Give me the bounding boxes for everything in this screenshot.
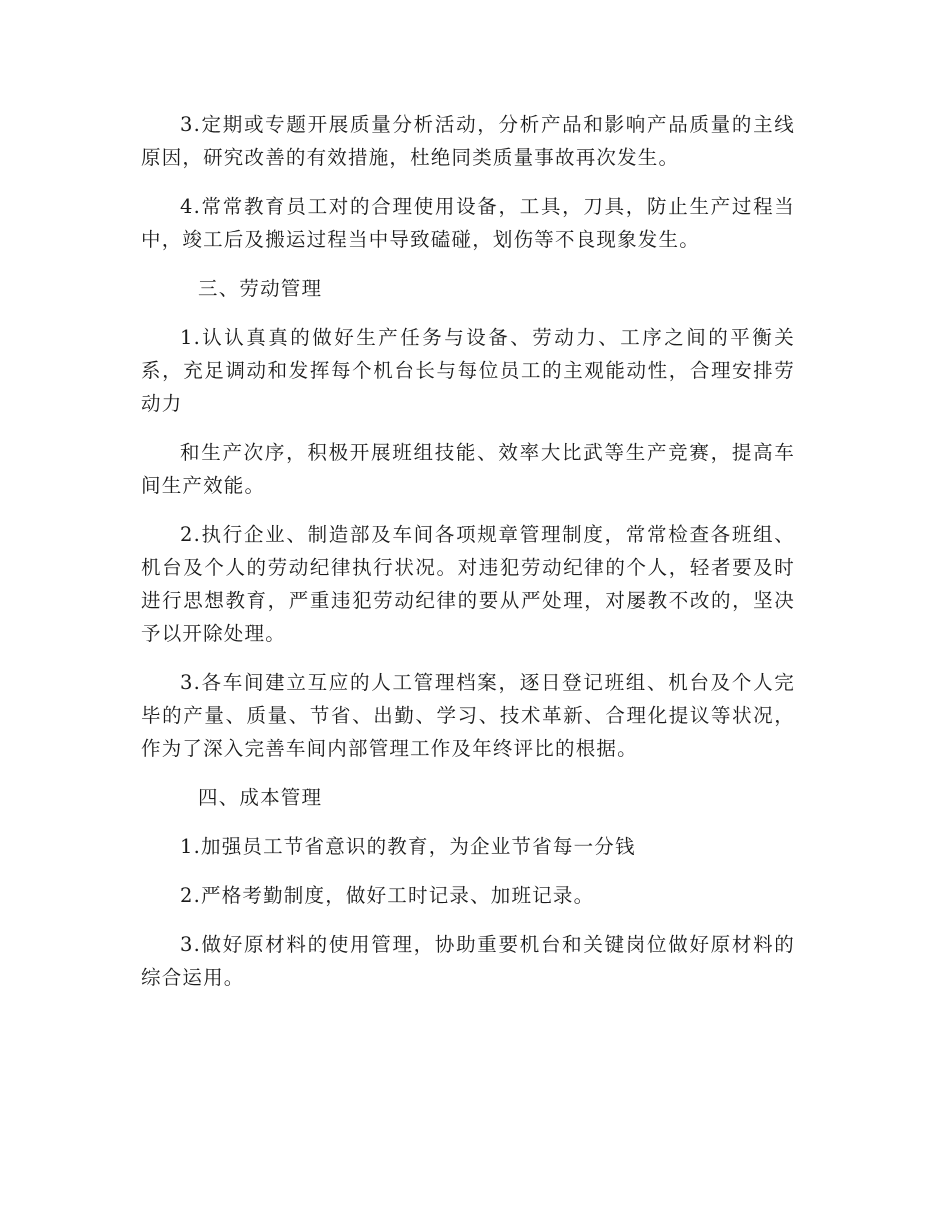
document-body (141, 108, 795, 1010)
paragraph-cost-3: 3.做好原材料的使用管理，协助重要机台和关键岗位做好原材料的综合运用。 (141, 933, 795, 989)
paragraph-quality-4: 4.常常教育员工对的合理使用设备，工具，刀具，防止生产过程当中，竣工后及搬运过程当中导致磕碰，划伤等不良现象发生。 (141, 195, 795, 251)
paragraph-cost-1: 1.加强员工节省意识的教育，为企业节省每一分钱 (180, 835, 636, 858)
paragraph-quality-3: 3.定期或专题开展质量分析活动，分析产品和影响产品质量的主线原因，研究改善的有效措施，杜绝同类质量事故再次发生。 (141, 113, 795, 169)
paragraph-cost-2: 2.严格考勤制度，做好工时记录、加班记录。 (180, 884, 595, 907)
paragraph-labor-1: 1.认认真真的做好生产任务与设备、劳动力、工序之间的平衡关系，充足调动和发挥每个机台长与每位员工的主观能动性，合理安排劳动力 (141, 326, 795, 415)
paragraph-labor-1-cont: 和生产次序，积极开展班组技能、效率大比武等生产竞赛，提高车间生产效能。 (141, 441, 795, 497)
paragraph-labor-3: 3.各车间建立互应的人工管理档案，逐日登记班组、机台及个人完毕的产量、质量、节省、出勤、学习、技术革新、合理化提议等状况，作为了深入完善车间内部管理工作及年终评比的根据。 (141, 671, 795, 760)
paragraph-labor-2: 2.执行企业、制造部及车间各项规章管理制度，常常检查各班组、机台及个人的劳动纪律执行状况。对违犯劳动纪律的个人，轻者要及时进行思想教育，严重违犯劳动纪律的要从严处理，对屡教不改的，坚决予以开除处理。 (141, 523, 795, 645)
section-heading-labor: 三、劳动管理 (198, 277, 323, 300)
section-heading-cost: 四、成本管理 (198, 786, 323, 809)
